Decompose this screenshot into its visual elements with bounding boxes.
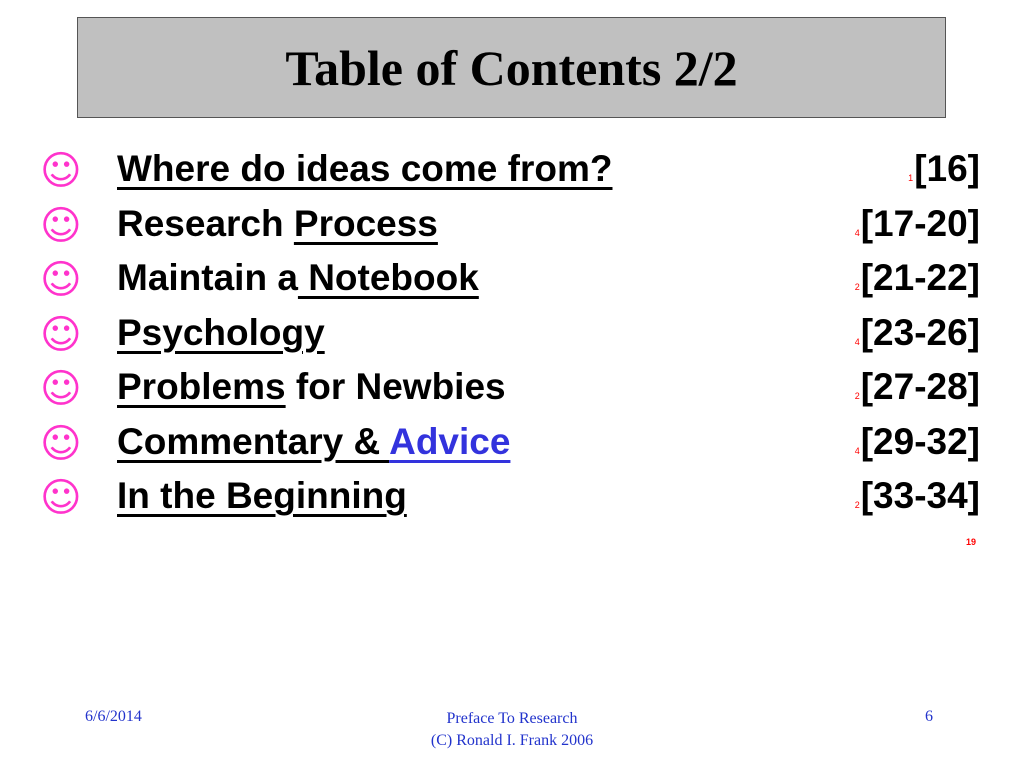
toc-item-problems [40, 360, 980, 415]
toc-item-ideas [40, 142, 980, 197]
slide-range: [29-32] [860, 420, 980, 462]
link-beginning[interactable]: In the Beginning [117, 475, 407, 516]
toc-item-notebook [40, 251, 980, 306]
slide-count: 4 [854, 227, 860, 238]
slide-range: [17-20] [860, 202, 980, 244]
item-text: Research [117, 202, 294, 244]
link-notebook[interactable]: Notebook [297, 257, 479, 298]
footer-title: Preface To Research [446, 710, 578, 727]
toc-item-beginning [40, 469, 980, 524]
title-box [77, 17, 946, 118]
link-advice[interactable]: Advice [389, 420, 511, 462]
footer-date: 6/6/2014 [85, 708, 142, 725]
slide-count: 2 [854, 500, 860, 510]
footer-page-number: 6 [925, 708, 933, 725]
item-text: Maintain a [117, 257, 298, 298]
footer-center [362, 708, 662, 752]
slide-range: [27-28] [860, 366, 980, 407]
link-psychology[interactable]: Psychology [117, 311, 325, 353]
slide-range: [23-26] [860, 311, 980, 353]
slide-count: 2 [854, 282, 860, 292]
footer-copyright: (C) Ronald I. Frank 2006 [430, 732, 594, 749]
slide-range: [16] [914, 148, 980, 189]
toc-list [40, 142, 980, 524]
smiley-icon: ☺ [40, 257, 82, 303]
smiley-icon: ☺ [40, 420, 82, 467]
slide-range: [21-22] [860, 257, 980, 298]
link-problems[interactable]: Problems [117, 366, 286, 407]
link-commentary[interactable]: Commentary & [117, 420, 390, 462]
item-text: for Newbies [285, 366, 506, 407]
link-ideas[interactable]: Where do ideas come from? [117, 148, 613, 189]
toc-item-psychology [40, 306, 980, 361]
smiley-icon: ☺ [40, 311, 82, 358]
slide-count: 4 [854, 336, 860, 347]
slide-range: [33-34] [860, 475, 980, 516]
slide-count: 4 [854, 445, 860, 456]
slide-count: 2 [854, 391, 860, 401]
slide-title: Table of Contents 2/2 [285, 39, 738, 96]
smiley-icon: ☺ [40, 202, 82, 249]
smiley-icon: ☺ [40, 475, 82, 521]
slide-count: 1 [908, 173, 914, 183]
toc-item-process [40, 197, 980, 252]
smiley-icon: ☺ [40, 366, 82, 412]
smiley-icon: ☺ [40, 148, 82, 194]
total-count: 19 [966, 537, 977, 547]
toc-item-advice [40, 415, 980, 470]
link-process[interactable]: Process [293, 202, 438, 244]
